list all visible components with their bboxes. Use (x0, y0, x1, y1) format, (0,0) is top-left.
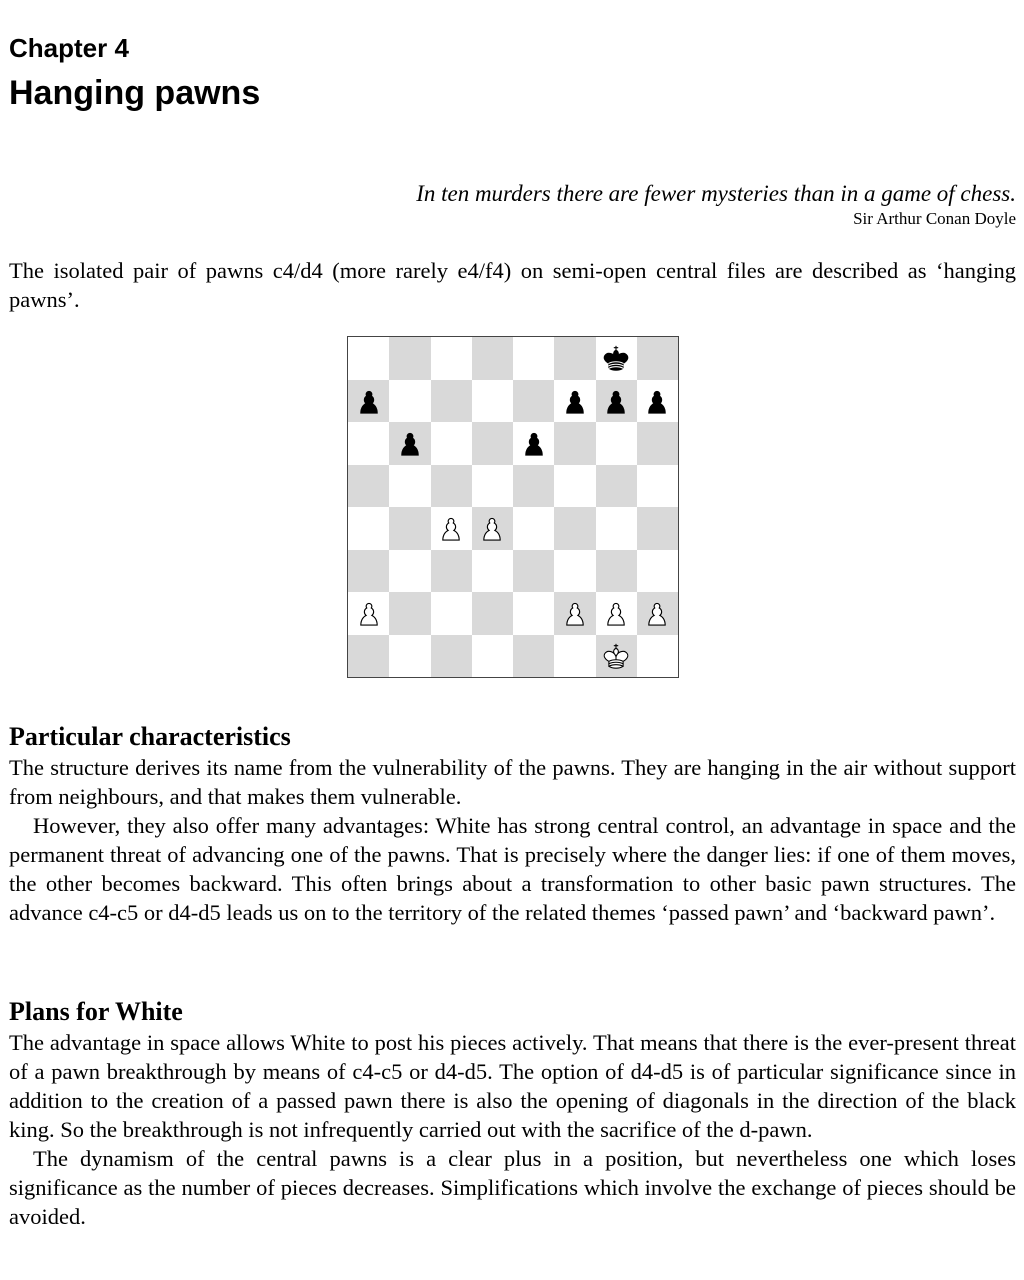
square-g5 (596, 465, 637, 508)
white-pawn-icon (435, 511, 467, 545)
square-h5 (637, 465, 678, 508)
epigraph-quote: In ten murders there are fewer mysteries than in a game of chess. (416, 181, 1016, 206)
square-b6 (389, 422, 430, 465)
square-d3 (472, 550, 513, 593)
section-plans-for-white (9, 996, 1016, 1231)
square-e3 (513, 550, 554, 593)
square-d5 (472, 465, 513, 508)
black-pawn-icon (518, 426, 550, 460)
black-king-icon (600, 341, 632, 375)
black-pawn-icon (600, 384, 632, 418)
square-d1 (472, 635, 513, 678)
section-paragraph: The dynamism of the central pawns is a clear plus in a position, but nevertheless one which loses significance as the number of pieces decreases. Simplifications which involve the exchange of pieces should be avoided. (9, 1146, 1016, 1229)
square-e4 (513, 507, 554, 550)
square-g3 (596, 550, 637, 593)
black-pawn-icon (641, 384, 673, 418)
square-c4 (431, 507, 472, 550)
square-c8 (431, 337, 472, 380)
square-a2 (348, 592, 389, 635)
square-a6 (348, 422, 389, 465)
square-h8 (637, 337, 678, 380)
square-f4 (554, 507, 595, 550)
square-c6 (431, 422, 472, 465)
square-g6 (596, 422, 637, 465)
white-king-icon (600, 639, 632, 673)
square-c3 (431, 550, 472, 593)
square-c1 (431, 635, 472, 678)
square-b1 (389, 635, 430, 678)
square-b5 (389, 465, 430, 508)
square-b7 (389, 380, 430, 423)
square-d2 (472, 592, 513, 635)
square-d8 (472, 337, 513, 380)
square-e2 (513, 592, 554, 635)
section-heading: Plans for White (9, 997, 183, 1026)
square-b4 (389, 507, 430, 550)
square-d6 (472, 422, 513, 465)
square-c2 (431, 592, 472, 635)
square-c7 (431, 380, 472, 423)
square-d7 (472, 380, 513, 423)
square-b3 (389, 550, 430, 593)
square-h1 (637, 635, 678, 678)
square-a8 (348, 337, 389, 380)
square-b2 (389, 592, 430, 635)
square-g4 (596, 507, 637, 550)
square-e8 (513, 337, 554, 380)
square-f5 (554, 465, 595, 508)
square-f1 (554, 635, 595, 678)
section-paragraph: The structure derives its name from the vulnerability of the pawns. They are hanging in the air without support from neighbours, and that makes them vulnerable. (9, 755, 1016, 809)
square-a1 (348, 635, 389, 678)
section-paragraph: However, they also offer many advantages: White has strong central control, an advantage in space and the permanent threat of advancing one of the pawns. That is precisely where the danger lies: if one of them moves, the other becomes backward. This often brings about a transformation to other basic pawn structures. The advance c4-c5 or d4-d5 leads us on to the territory of the related themes ‘passed pawn’ and ‘backward pawn’. (9, 813, 1016, 925)
white-pawn-icon (476, 511, 508, 545)
section-paragraph: The advantage in space allows White to post his pieces actively. That means that there is the ever-present threat of a pawn breakthrough by means of c4-c5 or d4-d5. The option of d4-d5 is of particular significance since in addition to the creation of a passed pawn there is also the opening of diagonals in the direction of the black king. So the breakthrough is not infrequently carried out with the sacrifice of the d-pawn. (9, 1030, 1016, 1142)
square-h7 (637, 380, 678, 423)
square-b8 (389, 337, 430, 380)
epigraph (416, 180, 1016, 230)
square-g1 (596, 635, 637, 678)
square-a4 (348, 507, 389, 550)
square-f8 (554, 337, 595, 380)
square-g7 (596, 380, 637, 423)
epigraph-author: Sir Arthur Conan Doyle (853, 209, 1016, 228)
chapter-label: Chapter 4 (9, 33, 129, 63)
square-h3 (637, 550, 678, 593)
square-f7 (554, 380, 595, 423)
section-particular-characteristics (9, 721, 1016, 927)
white-pawn-icon (600, 596, 632, 630)
square-h6 (637, 422, 678, 465)
square-g8 (596, 337, 637, 380)
square-a5 (348, 465, 389, 508)
square-e6 (513, 422, 554, 465)
square-e7 (513, 380, 554, 423)
square-a7 (348, 380, 389, 423)
section-heading: Particular characteristics (9, 722, 291, 751)
white-pawn-icon (353, 596, 385, 630)
chapter-title: Hanging pawns (9, 74, 261, 112)
square-f2 (554, 592, 595, 635)
black-pawn-icon (394, 426, 426, 460)
square-e5 (513, 465, 554, 508)
black-pawn-icon (559, 384, 591, 418)
black-pawn-icon (353, 384, 385, 418)
square-h2 (637, 592, 678, 635)
white-pawn-icon (641, 596, 673, 630)
chess-diagram (347, 336, 679, 678)
square-f6 (554, 422, 595, 465)
square-c5 (431, 465, 472, 508)
white-pawn-icon (559, 596, 591, 630)
square-g2 (596, 592, 637, 635)
square-e1 (513, 635, 554, 678)
square-d4 (472, 507, 513, 550)
square-a3 (348, 550, 389, 593)
square-f3 (554, 550, 595, 593)
square-h4 (637, 507, 678, 550)
intro-paragraph: The isolated pair of pawns c4/d4 (more rarely e4/f4) on semi-open central files are described as ‘hanging pawns’. (9, 258, 1016, 312)
